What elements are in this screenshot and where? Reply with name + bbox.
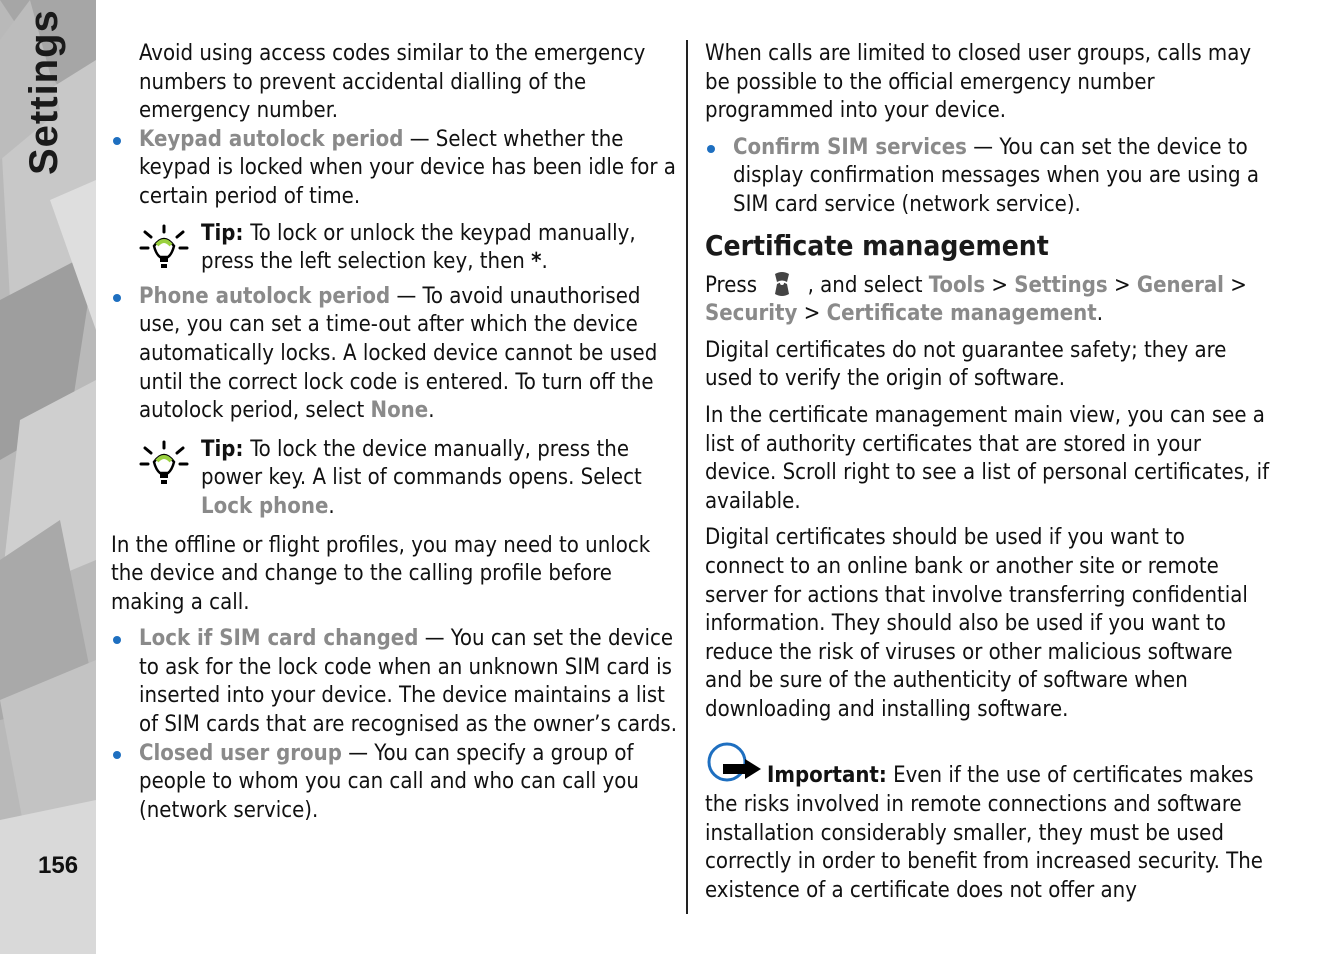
bullet-icon (707, 145, 715, 153)
path-step-settings: Settings (1014, 272, 1108, 298)
tip-block (111, 220, 677, 277)
paragraph-usage: Digital certificates should be used if you want to connect to an online bank or another site or remote server for actions that involve transferring confidential information. They should also be used if you want to reduce the risk of viruses or other malicious software and be sure of the authenticity of software when downloading and installing software. (705, 525, 1248, 722)
sidebar (0, 0, 96, 954)
left-column (111, 40, 677, 825)
bullet-icon (113, 636, 121, 644)
bullet-icon (113, 751, 121, 759)
path-separator: > (985, 272, 1015, 298)
section-title: Settings (22, 9, 66, 175)
menu-key-icon (767, 270, 797, 298)
important-hand-icon (705, 742, 767, 786)
column-divider (686, 40, 688, 914)
option-description: — To avoid unauthorised use, you can set a time-out after which the device automatically locks. A locked device cannot be used until the correct lock code is entered. To turn off the autolock period, select (139, 283, 658, 424)
option-term: Keypad autolock period (139, 126, 404, 152)
paragraph-main-view: In the certificate management main view, you can see a list of authority certificates that are stored in your device. Scroll right to see a list of personal certificates, if available. (705, 402, 1270, 514)
path-separator: > (1107, 272, 1137, 298)
important-text: Even if the use of certificates makes the risks involved in remote connections and software installation considerably smaller, they must be used correctly in order to benefit from increased security. The existence of a certificate does not offer any (705, 763, 1263, 903)
bullet-icon (113, 294, 121, 302)
tip-key: * (531, 249, 542, 275)
option-description: — You can specify a group of people to whom you can call and who can call you (network service). (139, 740, 639, 823)
tip-label: Tip: (201, 220, 251, 246)
page-number: 156 (38, 852, 79, 879)
tip-option: Lock phone (201, 493, 329, 519)
option-description: — You can set the device to ask for the lock code when an unknown SIM card is inserted into your device. The device maintains a list of SIM cards that are recognised as the owner’s cards. (139, 626, 677, 738)
path-step-certificate-management: Certificate management (826, 301, 1097, 327)
lightbulb-tip-icon (139, 224, 189, 272)
path-step-security: Security (705, 301, 798, 327)
list-item (111, 126, 677, 212)
list-item (111, 283, 677, 426)
list-item (111, 740, 677, 826)
path-step-general: General (1136, 272, 1224, 298)
option-end: . (428, 398, 435, 424)
section-heading: Certificate management (705, 228, 1049, 262)
list-item (111, 625, 677, 739)
option-term: Confirm SIM services (733, 134, 967, 160)
tip-text: To lock or unlock the keypad manually, press the left selection key, then (201, 220, 636, 275)
bullet-icon (113, 137, 121, 145)
tip-end: . (541, 249, 548, 275)
option-value: None (370, 398, 429, 424)
path-select: , and select (801, 272, 929, 298)
tip-end: . (328, 493, 335, 519)
option-description: — Select whether the keypad is locked when your device has been idle for a certain period of time. (139, 126, 676, 209)
option-term: Phone autolock period (139, 283, 391, 309)
path-separator: > (797, 301, 827, 327)
path-step-tools: Tools (928, 272, 986, 298)
list-item (705, 134, 1270, 220)
lightbulb-tip-icon (139, 440, 189, 488)
path-end: . (1096, 301, 1103, 327)
path-press: Press (705, 272, 764, 298)
intro-paragraph: Avoid using access codes similar to the emergency numbers to prevent accidental dialling of the emergency number. (139, 41, 646, 124)
offline-paragraph: In the offline or flight profiles, you may need to unlock the device and change to the calling profile before making a call. (111, 532, 651, 615)
menu-path (705, 270, 1270, 329)
important-label: Important: (767, 763, 887, 789)
right-column (705, 40, 1270, 905)
option-term: Lock if SIM card changed (139, 626, 419, 652)
paragraph-certificates-safety: Digital certificates do not guarantee safety; they are used to verify the origin of software. (705, 337, 1227, 392)
path-separator: > (1223, 272, 1247, 298)
closed-group-note: When calls are limited to closed user groups, calls may be possible to the official emergency number programmed into your device. (705, 41, 1252, 124)
tip-text: To lock the device manually, press the power key. A list of commands opens. Select (201, 436, 642, 491)
important-note (705, 742, 1270, 905)
option-term: Closed user group (139, 740, 342, 766)
tip-label: Tip: (201, 436, 251, 462)
tip-block (111, 436, 677, 522)
option-description: — You can set the device to display confirmation messages when you are using a SIM card service (network service). (733, 134, 1260, 217)
